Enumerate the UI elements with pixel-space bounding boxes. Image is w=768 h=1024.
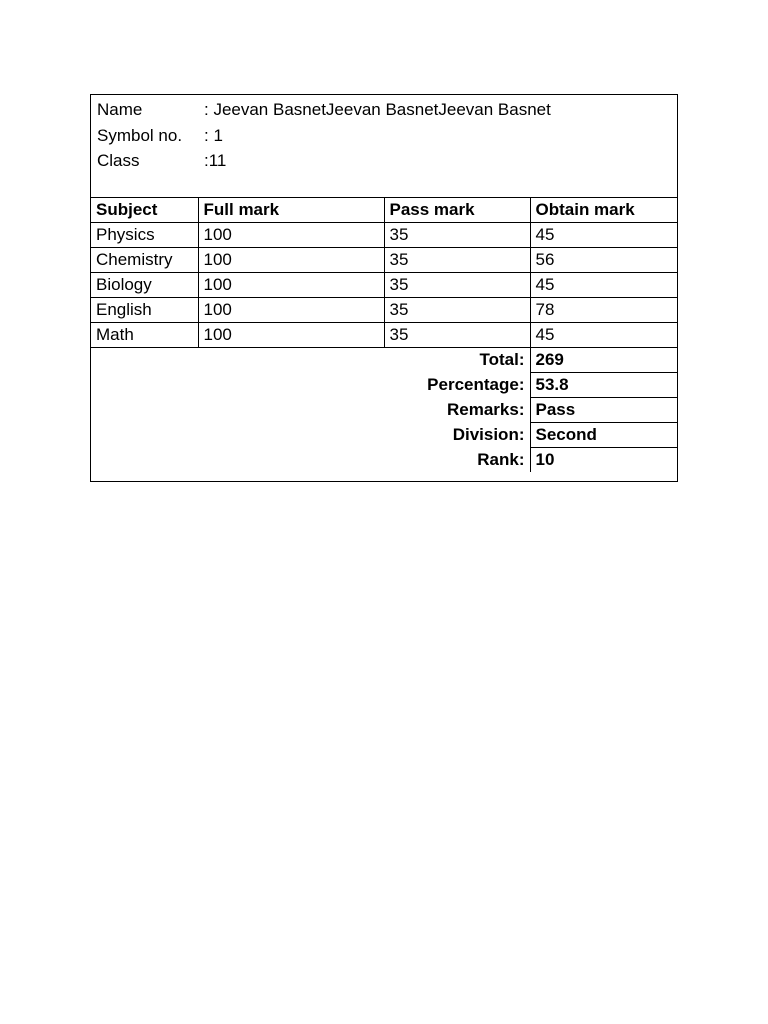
class-value: :11	[204, 151, 227, 170]
table-header-row	[91, 198, 678, 223]
name-row	[97, 97, 551, 123]
subject-cell: Physics	[91, 223, 198, 248]
subject-cell: Math	[91, 323, 198, 348]
header-full-mark: Full mark	[198, 198, 384, 223]
header-pass-mark: Pass mark	[384, 198, 530, 223]
percentage-value: 53.8	[530, 373, 678, 398]
symbol-row	[97, 123, 551, 149]
obtain-mark-cell: 78	[530, 298, 678, 323]
full-mark-cell: 100	[198, 323, 384, 348]
obtain-mark-cell: 45	[530, 273, 678, 298]
table-row	[91, 298, 678, 323]
remarks-label: Remarks:	[91, 398, 530, 423]
remarks-row	[91, 398, 678, 423]
subject-cell: Biology	[91, 273, 198, 298]
table-row	[91, 223, 678, 248]
obtain-mark-cell: 45	[530, 223, 678, 248]
pass-mark-cell: 35	[384, 273, 530, 298]
subject-cell: Chemistry	[91, 248, 198, 273]
total-value: 269	[535, 350, 564, 369]
table-row	[91, 273, 678, 298]
marks-table	[91, 197, 678, 472]
name-label: Name	[97, 100, 143, 119]
marksheet	[90, 94, 678, 482]
division-value: Second	[530, 423, 678, 448]
full-mark-cell: 100	[198, 223, 384, 248]
obtain-mark-cell: 56	[530, 248, 678, 273]
class-row	[97, 148, 551, 174]
full-mark-cell: 100	[198, 298, 384, 323]
rank-label: Rank:	[91, 448, 530, 473]
header-obtain-mark: Obtain mark	[530, 198, 678, 223]
symbol-label: Symbol no.	[97, 125, 183, 145]
percentage-row	[91, 373, 678, 398]
name-value: : Jeevan BasnetJeevan BasnetJeevan Basnet	[204, 100, 551, 119]
remarks-value: Pass	[530, 398, 678, 423]
percentage-label: Percentage:	[91, 373, 530, 398]
pass-mark-cell: 35	[384, 323, 530, 348]
full-mark-cell: 100	[198, 273, 384, 298]
subject-cell: English	[91, 298, 198, 323]
division-label: Division:	[91, 423, 530, 448]
full-mark-cell: 100	[198, 248, 384, 273]
table-row	[91, 248, 678, 273]
rank-row	[91, 448, 678, 473]
class-label: Class	[97, 151, 140, 170]
pass-mark-cell: 35	[384, 223, 530, 248]
total-row	[91, 348, 678, 373]
symbol-value: : 1	[204, 125, 223, 145]
obtain-mark-cell: 45	[530, 323, 678, 348]
pass-mark-cell: 35	[384, 298, 530, 323]
student-info	[97, 97, 551, 174]
division-row	[91, 423, 678, 448]
rank-value: 10	[530, 448, 678, 473]
total-label: Total:	[91, 348, 530, 373]
header-subject: Subject	[91, 198, 198, 223]
table-row	[91, 323, 678, 348]
pass-mark-cell: 35	[384, 248, 530, 273]
